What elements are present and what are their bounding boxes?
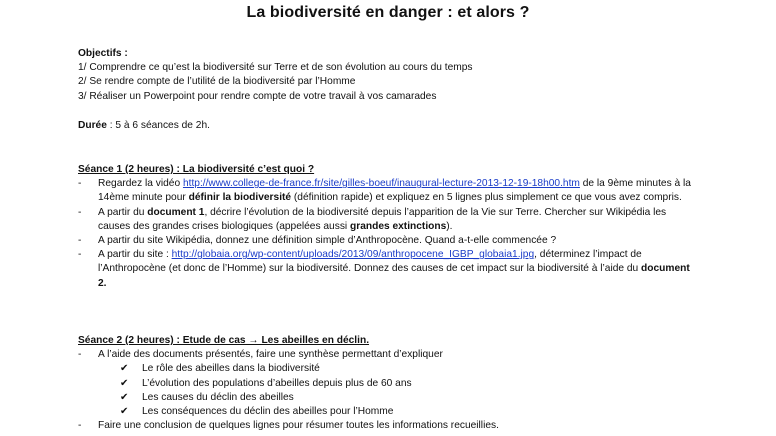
item-text: A partir du site :: [98, 249, 172, 261]
session-2-heading: Séance 2 (2 heures) : Etude de cas → Les abeilles en déclin.: [78, 335, 370, 346]
session-1-list: [78, 177, 698, 291]
session-1-heading: Séance 1 (2 heures) : La biodiversité c’est quoi ?: [78, 164, 315, 175]
item-text: ).: [446, 220, 453, 232]
globaia-link[interactable]: http://globaia.org/wp-content/uploads/2013/09/anthropocene_IGBP_globaia1.jpg: [171, 249, 535, 261]
session-2-checklist: [78, 362, 499, 419]
check-icon: ✔: [120, 363, 129, 375]
duration-line: [78, 119, 210, 133]
checklist-text: L’évolution des populations d’abeilles depuis plus de 60 ans: [142, 377, 412, 389]
session-2-section: [78, 334, 499, 433]
item-text: Regardez la vidéo: [98, 178, 183, 190]
check-icon: ✔: [120, 406, 129, 418]
session-2-list: [78, 348, 499, 362]
session-2-list-end: [78, 419, 499, 433]
dash-bullet: -: [78, 206, 82, 218]
page-title: La biodiversité en danger : et alors ?: [246, 4, 530, 21]
session-2-item: [78, 419, 499, 433]
dash-bullet: -: [78, 420, 82, 432]
item-bold-text: grandes extinctions: [350, 220, 447, 232]
item-text: , décrire l’évolution de la biodiversité depuis l’apparition de la Vie sur Terre. Chercher sur Wikipédia les causes des grandes crises biologiques (appelées aussi: [98, 206, 667, 232]
objective-item: 1/ Comprendre ce qu’est la biodiversité sur Terre et de son évolution au cours du temps: [78, 62, 473, 74]
session-2-item: [78, 348, 499, 362]
duration-label: Durée: [78, 120, 107, 131]
objective-item: 2/ Se rendre compte de l’utilité de la biodiversité par l’Homme: [78, 76, 356, 88]
item-text: de la 9ème minutes à la 14ème minute pour: [98, 178, 691, 204]
item-bold-text: document 1: [147, 206, 205, 218]
checklist-text: Le rôle des abeilles dans la biodiversité: [142, 363, 320, 375]
objective-item: 3/ Réaliser un Powerpoint pour rendre compte de votre travail à vos camarades: [78, 90, 437, 102]
item-bold-text: document 2.: [98, 263, 690, 289]
checklist-text: Les causes du déclin des abeilles: [142, 391, 294, 403]
objectives-heading: Objectifs :: [78, 48, 128, 59]
item-text: A partir du: [98, 206, 148, 218]
session-1-item: [78, 248, 698, 291]
dash-bullet: -: [78, 178, 82, 190]
session-1-item: [78, 234, 698, 248]
item-text: , déterminez l’impact de l’Anthropocène (et donc de l’Homme) sur la biodiversité. Donnez des causes de cet impact sur la biodiversité à l’aide du: [98, 249, 642, 275]
dash-bullet: -: [78, 235, 82, 247]
session-1-item: [78, 177, 698, 205]
item-text: (définition rapide) et expliquez en 5 lignes plus simplement ce que vous avez compris.: [291, 192, 682, 204]
checklist-item: [78, 405, 499, 419]
dash-bullet: -: [78, 249, 82, 261]
checklist-item: [78, 362, 499, 376]
item-text: A l’aide des documents présentés, faire une synthèse permettant d’expliquer: [98, 349, 443, 361]
check-icon: ✔: [120, 391, 129, 403]
checklist-text: Les conséquences du déclin des abeilles pour l’Homme: [142, 406, 394, 418]
item-text: Faire une conclusion de quelques lignes pour résumer toutes les informations recueillies.: [98, 420, 499, 432]
video-link[interactable]: http://www.college-de-france.fr/site/gilles-boeuf/inaugural-lecture-2013-12-19-18h00.htm: [182, 178, 580, 190]
session-1-item: [78, 206, 698, 234]
objectives-section: [78, 47, 473, 104]
checklist-item: [78, 377, 499, 391]
duration-text: : 5 à 6 séances de 2h.: [106, 120, 210, 131]
item-text: A partir du site Wikipédia, donnez une définition simple d’Anthropocène. Quand a-t-elle commencée ?: [98, 235, 557, 247]
dash-bullet: -: [78, 349, 82, 361]
session-1-section: [78, 163, 698, 291]
item-bold-text: définir la biodiversité: [188, 192, 292, 204]
checklist-item: [78, 391, 499, 405]
check-icon: ✔: [120, 377, 129, 389]
